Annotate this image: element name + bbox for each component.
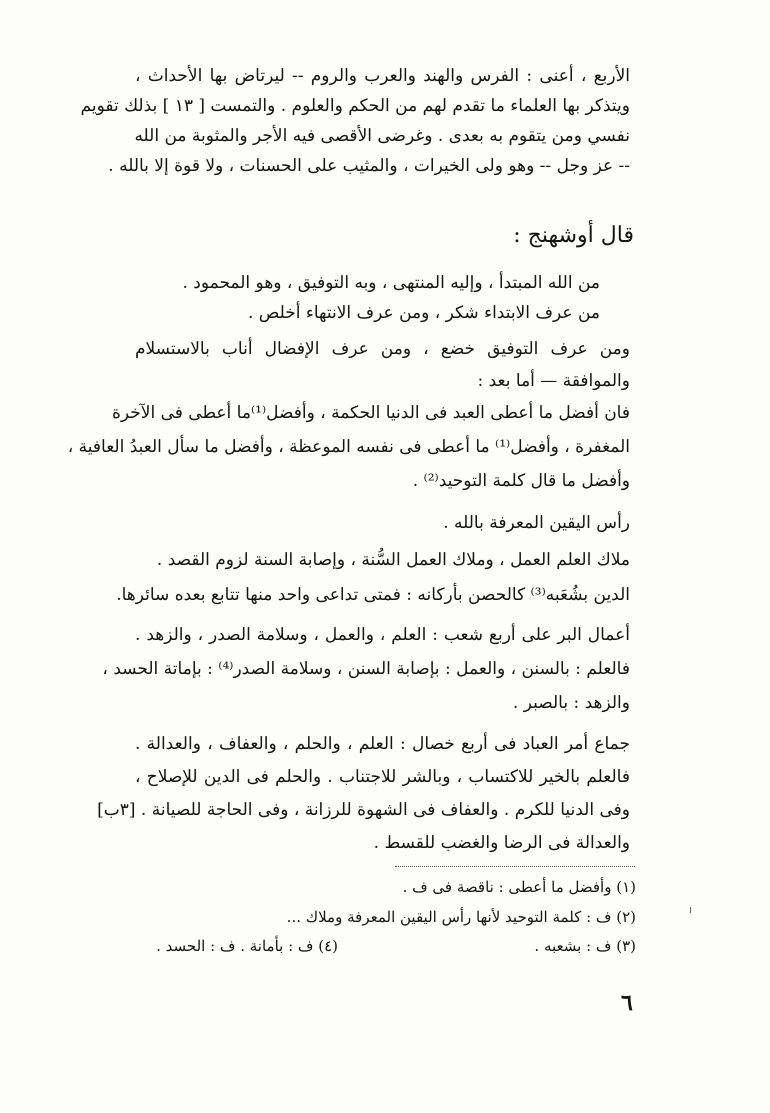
text-line: وفى الدنيا للكرم . والعفاف فى الشهوة للرزانة ، وفى الحاجة للصيانة . [٣ب] [97, 800, 630, 820]
text-line: جماع أمر العباد فى أربع خصال : العلم ، والحلم ، والعفاف ، والعدالة . [135, 734, 630, 754]
footnote-3: (٣) ف : بشعبه . [534, 937, 636, 955]
footnote-separator [395, 866, 635, 867]
text-line: والعدالة فى الرضا والغضب للقسط . [373, 833, 630, 853]
text-line: نفسي ومن يتقوم به بعدى . وغرضى الأقصى فيه الأجر والمثوبة من الله [134, 126, 630, 146]
text-line: من عرف الابتداء شكر ، ومن عرف الانتهاء أخلص . [247, 303, 600, 323]
text-line: أعمال البر على أربع شعب : العلم ، والعمل ، وسلامة الصدر ، والزهد . [135, 625, 630, 645]
text-line: -- عز وجل -- وهو ولى الخيرات ، والمثيب على الحسنات ، ولا قوة إلا بالله . [108, 156, 630, 176]
text-line: الأربع ، أعنى : الفرس والهند والعرب والروم -- ليرتاض بها الأحداث ، [135, 66, 630, 86]
saying-line: ملاك العلم العمل ، وملاك العمل السُّنة ، وإصابة السنة لزوم القصد . [156, 550, 630, 570]
text-line: ومن عرف التوفيق خضع ، ومن عرف الإفضال أناب بالاستسلام [135, 339, 630, 359]
text-line: وأفضل ما قال كلمة التوحيد⁽²⁾ . [412, 471, 630, 491]
footnote-2: (٢) ف : كلمة التوحيد لأنها رأس اليقين المعرفة وملاك ... [286, 908, 636, 926]
scan-mark [690, 907, 691, 913]
text-line: والزهد : بالصبر . [512, 693, 630, 713]
saying-line: رأس اليقين المعرفة بالله . [443, 513, 630, 533]
text-line: فالعلم بالخير للاكتساب ، وبالشر للاجتناب . والحلم فى الدين للإصلاح ، [135, 767, 630, 787]
section-heading: قال أوشهنج : [513, 223, 634, 248]
saying-line: الدين بشُعَبه⁽³⁾ كالحصن بأركانه : فمتى تداعى واحد منها تتابع بعده سائرها. [116, 585, 630, 605]
footnote-4: (٤) ف : بأمانة . ف : الحسد . [156, 937, 338, 955]
text-line: ويتذكر بها العلماء ما تقدم لهم من الحكم والعلوم . والتمست [ ١٣ ] بذلك تقويم [80, 96, 630, 116]
text-line: من الله المبتدأ ، وإليه المنتهى ، وبه التوفيق ، وهو المحمود . [182, 273, 600, 293]
text-line: المغفرة ، وأفضل⁽¹⁾ ما أعطى فى نفسه الموعظة ، وأفضل ما سأل العبدُ العافية ، [67, 437, 630, 457]
text-line: فان أفضل ما أعطى العبد فى الدنيا الحكمة ، وأفضل⁽¹⁾ما أعطى فى الآخرة [111, 403, 630, 423]
text-line: فالعلم : بالسنن ، والعمل : بإصابة السنن ، وسلامة الصدر⁽⁴⁾ : بإماتة الحسد ، [102, 659, 630, 679]
text-line: والموافقة — أما بعد : [477, 371, 630, 391]
page-number: ٦ [621, 990, 633, 1016]
footnote-1: (١) وأفضل ما أعطى : ناقصة فى ف . [402, 878, 636, 896]
